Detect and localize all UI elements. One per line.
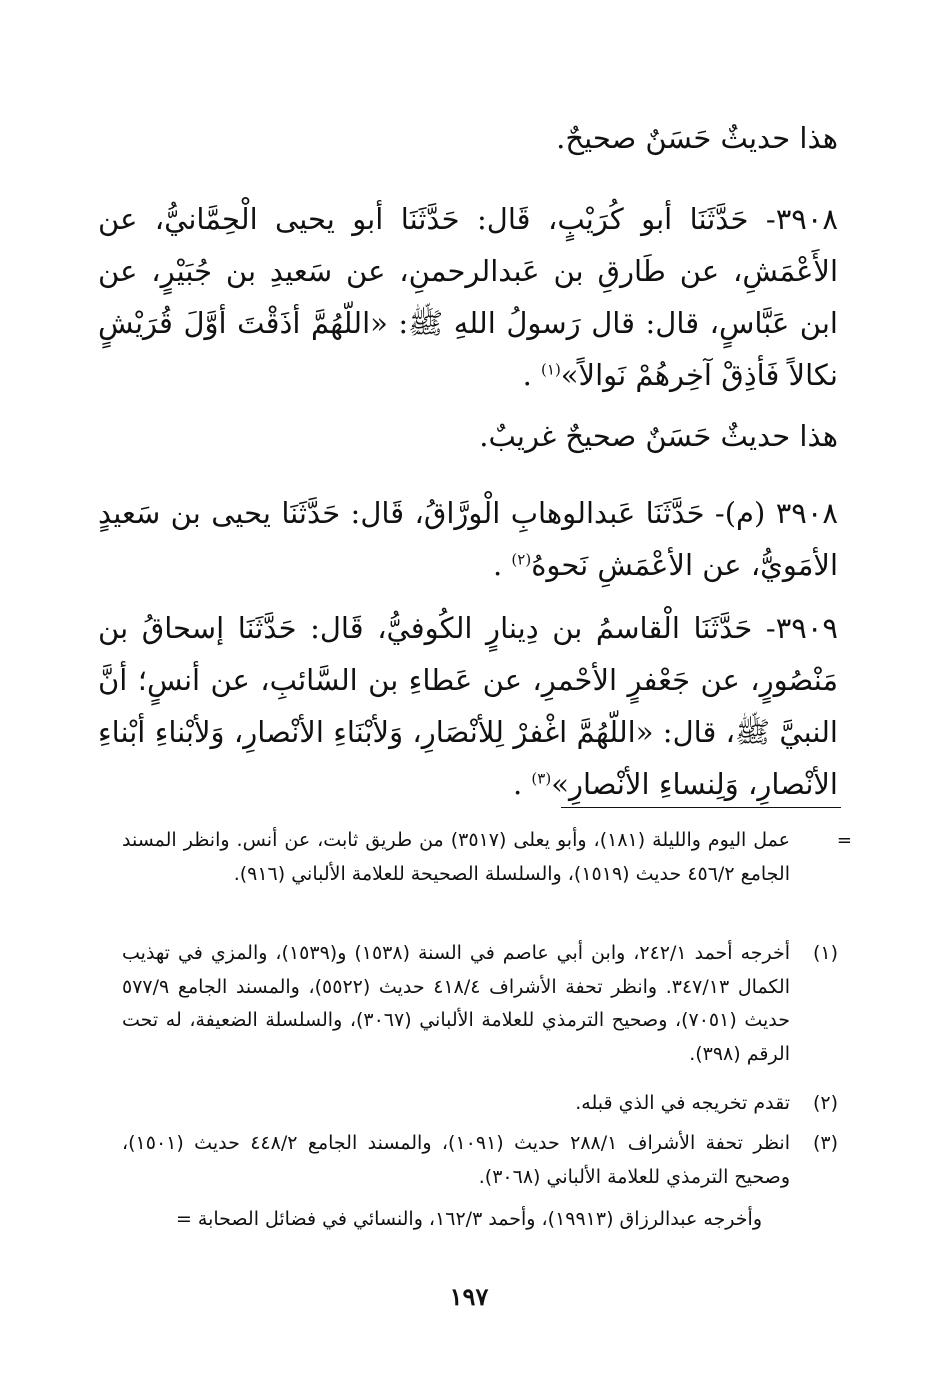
grading-text: هذا حديثٌ حَسَنٌ صحيحٌ. (556, 121, 838, 155)
footnote-continuation-mark: = (836, 830, 852, 851)
hadith-end: . (512, 767, 532, 801)
footnote-1: أخرجه أحمد ٢٤٢/١، وابن أبي عاصم في السنة (١٥٣٨) و(١٥٣٩)، والمزي في تهذيب الكمال ٣٤٧/١٣. وانظر تحفة الأشراف ٤١٨/٤ حديث (٥٥٢٢)، والمسند الجامع ٥٧٧/٩ حديث (٧٠٥١)، وصحيح الترمذي للعلامة الألباني (٣٠٦٧)، والسلسلة الضعيفة، له تحت الرقم (٣٩٨). (122, 942, 791, 1065)
hadith-3908m (98, 487, 838, 591)
footnote-ref-3[interactable]: (٣) (531, 769, 552, 788)
footnote-ref-2[interactable]: (٢) (511, 550, 532, 569)
footnote-marker-3: (٣) (812, 1132, 838, 1154)
hadith-text: ٣٩٠٨ (م)- حَدَّثَنَا عَبدالوهابِ الْورَّاقُ، قَال: حَدَّثَنَا يحيى بن سَعيدٍ الأمَويُّ، عن الأعْمَشِ نَحوهُ (98, 496, 838, 582)
hadith-text: ٣٩٠٩- حَدَّثَنَا الْقاسمُ بن دِينارٍ الكُوفيُّ، قَال: حَدَّثَنَا إسحاقُ بن مَنْصُورٍ، عن جَعْفرٍ الأحْمرِ، عن عَطاءِ بن السَّائبِ، عن أنسٍ؛ أنَّ النبيَّ ﷺ، قال: «اللّهُمَّ اغْفرْ لِلأنْصَارِ، وَلأبْنَاءِ الأنْصارِ، وَلأبْناءِ أبْناءِ الأنْصارِ، وَلِنساءِ الأنْصارِ» (98, 611, 838, 801)
hadith-3909 (98, 602, 838, 810)
hadith-text: ٣٩٠٨- حَدَّثَنَا أبو كُرَيْبٍ، قَال: حَدَّثَنَا أبو يحيى الْحِمَّانيُّ، عن الأَعْمَشِ، عن طَارقِ بن عَبدالرحمنِ، عن سَعيدِ بن جُبَيْرٍ، عن ابن عَبَّاسٍ، قال: قال رَسولُ اللهِ ﷺ: «اللّهُمَّ أذَقْتَ أوَّلَ قُرَيْشٍ نكالاً فَأذِقْ آخِرهُمْ نَوالاً» (98, 202, 838, 392)
footnote-2: تقدم تخريجه في الذي قبله. (575, 1092, 790, 1114)
hadith-end: . (522, 358, 542, 392)
footnote-3: انظر تحفة الأشراف ٢٨٨/١ حديث (١٠٩١)، والمسند الجامع ٤٤٨/٢ حديث (١٥٠١)، وصحيح الترمذي للعلامة الألباني (٣٠٦٨). (122, 1132, 790, 1188)
footnote-marker-1: (١) (812, 942, 838, 964)
hadith-grading-1 (98, 112, 838, 164)
grading-text: هذا حديثٌ حَسَنٌ صحيحٌ غريبٌ. (479, 419, 838, 453)
footnote-continuation: عمل اليوم والليلة (١٨١)، وأبو يعلى (٣٥١٧) من طريق ثابت، عن أنس. وانظر المسند الجامع ٤٥٦/٢ حديث (١٥١٩)، والسلسلة الصحيحة للعلامة الألباني (٩١٦). (122, 829, 791, 885)
footnote-ref-1[interactable]: (١) (541, 360, 561, 379)
hadith-grading-2 (98, 410, 838, 462)
footnote-marker-2: (٢) (812, 1092, 838, 1114)
hadith-end: . (492, 548, 512, 582)
hadith-3908 (98, 193, 838, 401)
page-number: ١٩٧ (449, 1282, 489, 1311)
footnote-separator (561, 807, 841, 808)
footnote-next-note (122, 1203, 790, 1237)
next-note-text: وأخرجه عبدالرزاق (١٩٩١٣)، وأحمد ١٦٢/٣، والنسائي في فضائل الصحابة = (175, 1208, 762, 1230)
